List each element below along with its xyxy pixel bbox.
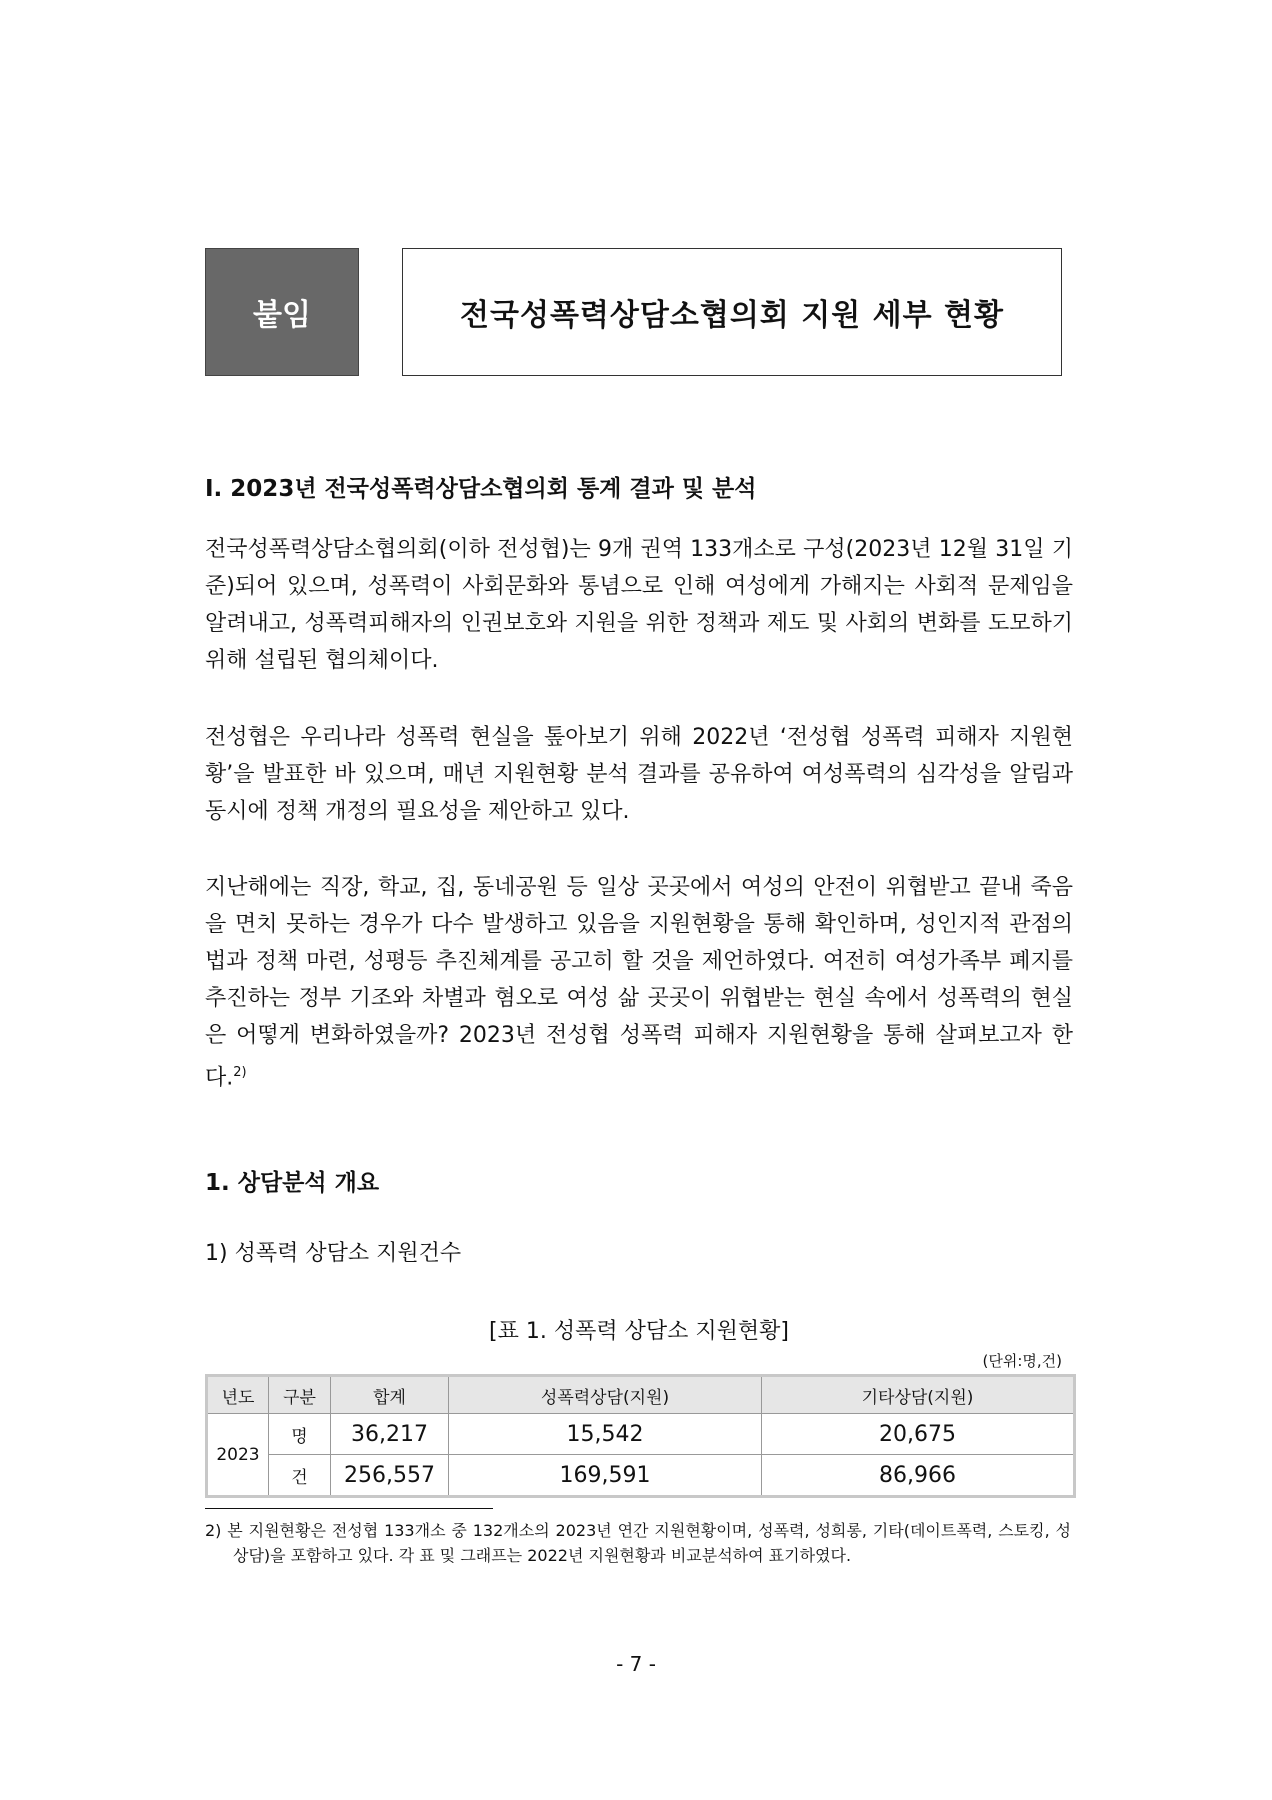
footnote-ref[interactable]: 2) (233, 1065, 247, 1080)
header-category: 구분 (269, 1376, 331, 1414)
subsection-heading: 1. 상담분석 개요 (205, 1170, 380, 1196)
header-sexual-violence: 성폭력상담(지원) (449, 1376, 762, 1414)
cell-total: 36,217 (331, 1414, 449, 1455)
cell-sexual-violence: 169,591 (449, 1455, 762, 1497)
header-total: 합계 (331, 1376, 449, 1414)
cell-unit: 명 (269, 1414, 331, 1455)
appendix-tag: 붙임 (205, 248, 359, 376)
section-heading: Ⅰ. 2023년 전국성폭력상담소협의회 통계 결과 및 분석 (205, 476, 757, 502)
header-year: 년도 (207, 1376, 269, 1414)
paragraph-1: 전국성폭력상담소협의회(이하 전성협)는 9개 권역 133개소로 구성(2023년 12월 31일 기준)되어 있으며, 성폭력이 사회문화와 통념으로 인해 여성에게 가해지는 사회적 문제임을 알려내고, 성폭력피해자의 인권보호와 지원을 위한 정책과 제도 및 사회의 변화를 도모하기 위해 설립된 협의체이다. (205, 537, 1073, 673)
table-header-row (207, 1376, 1075, 1414)
appendix-header (205, 248, 1063, 376)
cell-year: 2023 (207, 1414, 269, 1497)
footnote: 2) 본 지원현황은 전성협 133개소 중 132개소의 2023년 연간 지원현황이며, 성폭력, 성희롱, 기타(데이트폭력, 스토킹, 성상담)을 포함하고 있다. 각 표 및 그래프는 2022년 지원현황과 비교분석하여 표기하였다. (205, 1521, 1071, 1565)
cell-other: 20,675 (762, 1414, 1075, 1455)
table-row (207, 1414, 1075, 1455)
support-stats-table (205, 1374, 1076, 1498)
cell-total: 256,557 (331, 1455, 449, 1497)
appendix-title: 전국성폭력상담소협의회 지원 세부 현황 (402, 248, 1062, 376)
subsection-subheading: 1) 성폭력 상담소 지원건수 (205, 1241, 462, 1266)
cell-unit: 건 (269, 1455, 331, 1497)
table-unit: (단위:명,건) (982, 1352, 1062, 1370)
cell-sexual-violence: 15,542 (449, 1414, 762, 1455)
paragraph-3-text: 지난해에는 직장, 학교, 집, 동네공원 등 일상 곳곳에서 여성의 안전이 위협받고 끝내 죽음을 면치 못하는 경우가 다수 발생하고 있음을 지원현황을 통해 확인하며, 성인지적 관점의 법과 정책 마련, 성평등 추진체계를 공고히 할 것을 제언하였다. 여전히 여성가족부 폐지를 추진하는 정부 기조와 차별과 혐오로 여성 삶 곳곳이 위협받는 현실 속에서 성폭력의 현실은 어떻게 변화하였을까? 2023년 전성협 성폭력 피해자 지원현황을 통해 살펴보고자 한다. (205, 875, 1073, 1091)
table-row (207, 1455, 1075, 1497)
header-other: 기타상담(지원) (762, 1376, 1075, 1414)
paragraph-3 (205, 869, 1073, 1096)
table-caption: [표 1. 성폭력 상담소 지원현황] (489, 1319, 789, 1344)
cell-other: 86,966 (762, 1455, 1075, 1497)
footnote-divider (205, 1508, 493, 1509)
page-number: - 7 - (616, 1652, 656, 1676)
paragraph-2: 전성협은 우리나라 성폭력 현실을 톺아보기 위해 2022년 ‘전성협 성폭력 피해자 지원현황’을 발표한 바 있으며, 매년 지원현황 분석 결과를 공유하여 여성폭력의 심각성을 알림과 동시에 정책 개정의 필요성을 제안하고 있다. (205, 725, 1073, 824)
